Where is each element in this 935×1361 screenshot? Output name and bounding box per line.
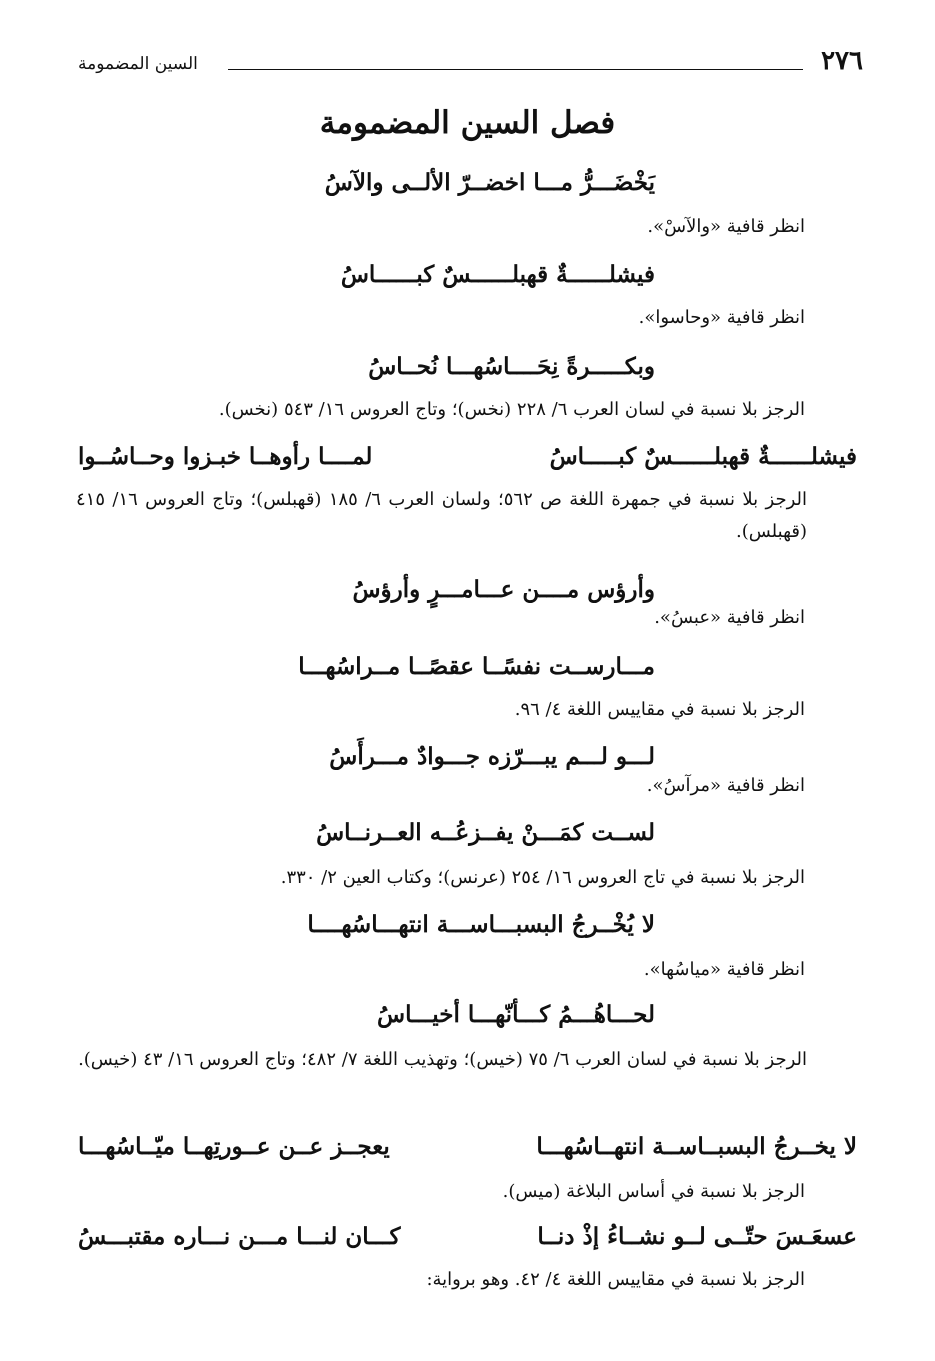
verse-note: انظر قافية «وحاسوا». [638,307,805,328]
verse-note: الرجز بلا نسبة في تاج العروس ١٦/ ٢٥٤ (عرنس)؛ وكتاب العين ٢/ ٣٣٠. [280,867,805,888]
verse-note: الرجز بلا نسبة في مقاييس اللغة ٤/ ٩٦. [514,699,805,720]
page-number: ٢٧٦ [821,46,863,76]
verse-note: الرجز بلا نسبة في لسان العرب ٦/ ٧٥ (خيس)؛ وتهذيب اللغة ٧/ ٤٨٢؛ وتاج العروس ١٦/ ٤٣ (خيس). [78,1049,807,1070]
verse-hemistich-first: فيشلــــــةٌ قهبلــــــسٌ كبـــــاسُ [549,443,857,470]
verse-note: الرجز بلا نسبة في أساس البلاغة (ميس). [502,1181,805,1202]
verse-note: الرجز بلا نسبة في لسان العرب ٦/ ٢٢٨ (نخس)؛ وتاج العروس ١٦/ ٥٤٣ (نخس). [218,399,805,420]
header-rule [228,69,803,70]
verse-hemistich-second: كـــان لنـــا مـــن نـــاره مقتبـــسُ [78,1223,401,1250]
verse-note: الرجز بلا نسبة في مقاييس اللغة ٤/ ٤٢. وهو برواية: [426,1269,805,1290]
running-title: السين المضمومة [78,54,198,74]
verse-hemistich-second: لمــــا رأوهــا خبـزوا وحــاسُــوا [78,443,373,470]
chapter-title: فصل السين المضمومة [319,105,616,141]
verse-line: وأرؤس مــــن عـــامـــرٍ وأرؤسُ [352,576,655,603]
verse-line: وبكـــــرةً نِحَــــاسُهـــا نُحــاسُ [368,353,655,380]
verse-line: لا يُخْــرجُ البسبـــاســـة انتهـــاسُهــــا [307,911,655,938]
verse-note: انظر قافية «والآسْ». [647,216,805,237]
verse-hemistich-first: لا يخــرجُ البسبــاســة انتهــاسُهـــا [536,1133,857,1160]
verse-note: انظر قافية «عبسُ». [654,607,805,628]
verse-line: مـــارســت نفسًــا عقصًــا مــراسُهـــا [298,653,655,680]
running-header [78,46,863,80]
verse-hemistich-second: يعجــز عــن عــورتِهــا ميّــاسُهـــا [78,1133,390,1160]
verse-line: لســت كمَـــنْ يفــزعُــه العــرنــاسُ [316,819,655,846]
verse-hemistich-first: عسعَـسَ حتّــى لــو نشــاءُ إذْ دنــا [537,1223,857,1250]
verse-line: فيشلــــــةٌ قهبلــــــسٌ كبــــــاسُ [340,261,655,288]
verse-line: لـــو لـــم يبـــرّزه جـــوادٌ مـــرأَسُ [329,743,655,770]
verse-note: الرجز بلا نسبة في جمهرة اللغة ص ٥٦٢؛ ولسان العرب ٦/ ١٨٥ (قهبلس)؛ وتاج العروس ١٦/ ٤١٥ (قهبلس). [76,489,808,542]
verse-line: يَخْضَـــرُّ مـــا اخضــرّ الألــى والآسُ [324,169,655,196]
verse-note: انظر قافية «مياسُها». [643,959,805,980]
verse-line: لحـــاهُـــمُ كـــأنّهـــا أخيـــاسُ [377,1001,655,1028]
verse-note: انظر قافية «مرآسُ». [646,775,805,796]
